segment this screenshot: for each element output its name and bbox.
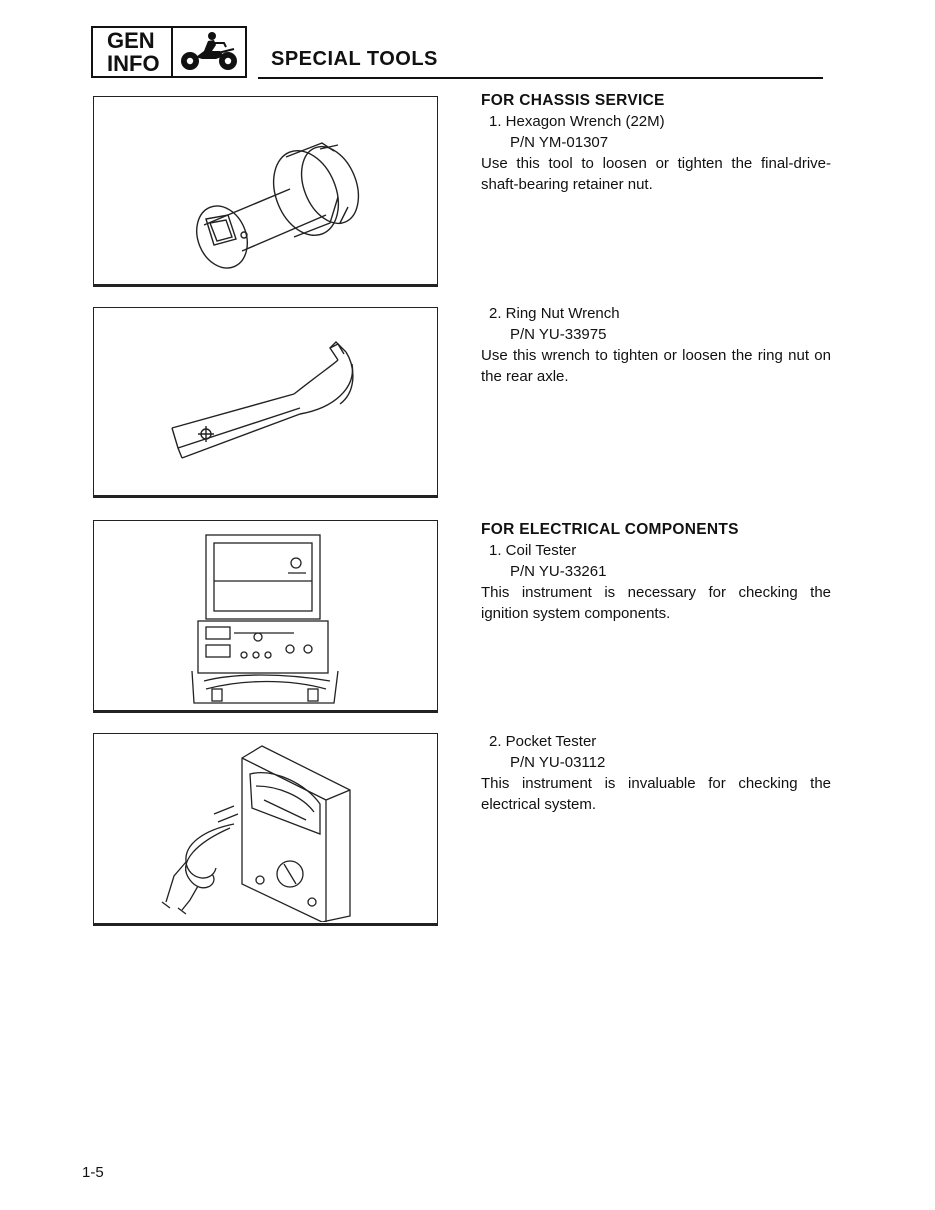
chassis-service-section [481, 90, 831, 195]
section-badge [91, 26, 247, 78]
badge-line-info: INFO [107, 51, 160, 76]
ring-nut-wrench-entry [481, 303, 831, 387]
section-heading-chassis: FOR CHASSIS SERVICE [481, 92, 665, 109]
atv-icon [173, 28, 245, 76]
part-number-ring-nut-wrench: P/N YU-33975 [510, 326, 607, 343]
part-number-coil-tester: P/N YU-33261 [510, 563, 607, 580]
badge-line-gen: GEN [107, 28, 155, 53]
page-number: 1-5 [82, 1164, 104, 1181]
tool-description-pocket-tester: This instrument is invaluable for checking the electrical system. [481, 775, 831, 813]
tool-name-hexagon-wrench: 1. Hexagon Wrench (22M) [489, 113, 665, 130]
tool-description-hexagon-wrench: Use this tool to loosen or tighten the final-drive-shaft-bearing retainer nut. [481, 155, 831, 193]
tool-name-ring-nut-wrench: 2. Ring Nut Wrench [489, 305, 620, 322]
figure-pocket-tester [93, 733, 438, 926]
page-title: SPECIAL TOOLS [271, 48, 438, 70]
figure-coil-tester [93, 520, 438, 713]
ring-nut-wrench-illustration [94, 308, 436, 494]
section-heading-electrical: FOR ELECTRICAL COMPONENTS [481, 521, 739, 538]
tool-name-pocket-tester: 2. Pocket Tester [489, 733, 597, 750]
badge-label [93, 28, 173, 76]
tool-description-coil-tester: This instrument is necessary for checking the ignition system components. [481, 584, 831, 622]
pocket-tester-entry [481, 731, 831, 815]
tool-description-ring-nut-wrench: Use this wrench to tighten or loosen the ring nut on the rear axle. [481, 347, 831, 385]
figure-ring-nut-wrench [93, 307, 438, 498]
hexagon-wrench-illustration [94, 97, 436, 283]
coil-tester-illustration [94, 521, 436, 709]
figure-hexagon-wrench [93, 96, 438, 287]
pocket-tester-illustration [94, 734, 436, 922]
part-number-pocket-tester: P/N YU-03112 [510, 754, 606, 771]
tool-name-coil-tester: 1. Coil Tester [489, 542, 577, 559]
title-divider [258, 77, 823, 79]
electrical-components-section [481, 519, 831, 624]
part-number-hexagon-wrench: P/N YM-01307 [510, 134, 609, 151]
